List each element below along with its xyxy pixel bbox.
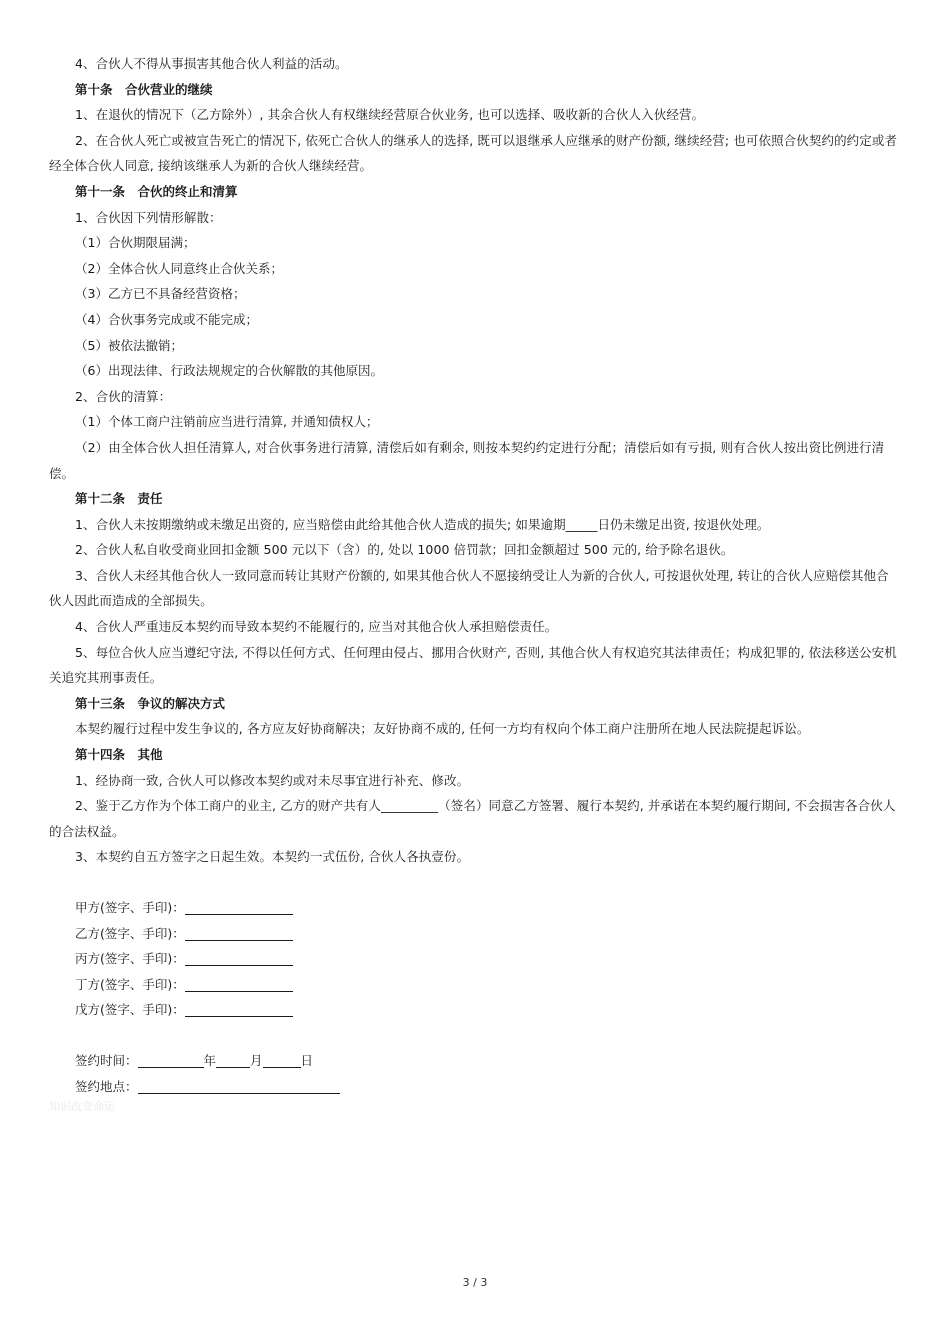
list-item: （5）被依法撤销；: [75, 337, 183, 353]
sign-place-label: 签约地点：: [75, 1078, 138, 1094]
signature-label: 丁方(签字、手印)：: [75, 976, 185, 992]
signature-line: [49, 946, 901, 972]
clause-paragraph: 1、合伙因下列情形解散：: [75, 209, 222, 225]
clause-paragraph: 1、在退伙的情况下（乙方除外）, 其余合伙人有权继续经营原合伙业务, 也可以选择、吸收新的合伙人入伙经营。: [75, 107, 705, 123]
clause-heading: 第十二条 责任: [75, 491, 163, 507]
signature-label: 甲方(签字、手印)：: [75, 900, 185, 915]
clause-paragraph: 2、鉴于乙方作为个体工商户的业主, 乙方的财产共有人_________（签名）同意乙方签署、履行本契约, 并承诺在本契约履行期间, 不会损害各合伙人的合法权益。: [49, 798, 896, 839]
month-blank[interactable]: [216, 1052, 250, 1068]
place-blank[interactable]: [138, 1078, 340, 1094]
signature-label: 戊方(签字、手印)：: [75, 1002, 185, 1018]
day-blank[interactable]: [263, 1052, 301, 1068]
signature-label: 丙方(签字、手印)：: [75, 951, 185, 967]
list-item: （3）乙方已不具备经营资格；: [75, 286, 246, 302]
list-item: （1）合伙期限届满；: [75, 235, 196, 251]
clause-heading: 第十条 合伙营业的继续: [75, 81, 213, 97]
clause-paragraph: 2、合伙人私自收受商业回扣金额 500 元以下（含）的, 处以 1000 倍罚款；回扣金额超过 500 元的, 给予除名退伙。: [75, 542, 734, 558]
year-blank[interactable]: [138, 1052, 204, 1068]
signature-line: [49, 997, 901, 1023]
clause-paragraph: 1、合伙人未按期缴纳或未缴足出资的, 应当赔偿由此给其他合伙人造成的损失; 如果逾期_____日仍未缴足出资, 按退伙处理。: [75, 516, 770, 532]
day-label: 日: [300, 1052, 314, 1068]
year-label: 年: [203, 1052, 217, 1068]
list-item: （6）出现法律、行政法规规定的合伙解散的其他原因。: [75, 363, 383, 379]
clause-paragraph: 4、合伙人不得从事损害其他合伙人利益的活动。: [75, 56, 348, 71]
list-item: （4）合伙事务完成或不能完成；: [75, 311, 258, 327]
clause-paragraph: 3、合伙人未经其他合伙人一致同意而转让其财产份额的, 如果其他合伙人不愿接纳受让人为新的合伙人, 可按退伙处理, 转让的合伙人应赔偿其他合伙人因此而造成的全部损失。: [49, 567, 889, 609]
signature-blank[interactable]: [185, 925, 293, 941]
clause-heading: 第十三条 争议的解决方式: [75, 695, 226, 711]
sign-date-label: 签约时间：: [75, 1052, 138, 1068]
clause-paragraph: 4、合伙人严重违反本契约而导致本契约不能履行的, 应当对其他合伙人承担赔偿责任。: [75, 619, 558, 635]
signature-line: [49, 972, 901, 998]
page-number: 3 / 3: [462, 1276, 488, 1289]
clause-paragraph: 2、合伙的清算：: [75, 388, 172, 404]
signature-line: [49, 921, 901, 947]
clause-paragraph: 3、本契约自五方签字之日起生效。本契约一式伍份, 合伙人各执壹份。: [75, 849, 470, 865]
watermark-text: 知识改变命运: [49, 1100, 115, 1113]
document-body: [49, 51, 901, 1099]
list-item: （1）个体工商户注销前应当进行清算, 并通知债权人；: [75, 414, 379, 430]
month-label: 月: [250, 1052, 263, 1068]
sign-place-line: [49, 1074, 901, 1100]
signature-blank[interactable]: [185, 976, 293, 992]
clause-paragraph: （2）由全体合伙人担任清算人, 对合伙事务进行清算, 清偿后如有剩余, 则按本契约约定进行分配；清偿后如有亏损, 则有合伙人按出资比例进行清偿。: [49, 439, 885, 481]
signature-blank[interactable]: [185, 950, 293, 966]
clause-paragraph: 2、在合伙人死亡或被宣告死亡的情况下, 依死亡合伙人的继承人的选择, 既可以退继承人应继承的财产份额, 继续经营; 也可依照合伙契约的约定或者经全体合伙人同意, 接纳该继承人为新的合伙人继续经营。: [49, 132, 898, 174]
signature-blank[interactable]: [185, 899, 293, 915]
clause-heading: 第十一条 合伙的终止和清算: [75, 183, 238, 199]
signature-block: [49, 895, 901, 1023]
clause-paragraph: 本契约履行过程中发生争议的, 各方应友好协商解决；友好协商不成的, 任何一方均有权向个体工商户注册所在地人民法院提起诉讼。: [75, 721, 810, 737]
clauses: [49, 51, 901, 870]
sign-date-line: [49, 1048, 901, 1074]
list-item: （2）全体合伙人同意终止合伙关系；: [75, 260, 283, 276]
clause-paragraph: 1、经协商一致, 合伙人可以修改本契约或对未尽事宜进行补充、修改。: [75, 772, 470, 788]
clause-paragraph: 5、每位合伙人应当遵纪守法, 不得以任何方式、任何理由侵占、挪用合伙财产, 否则, 其他合伙人有权追究其法律责任；构成犯罪的, 依法移送公安机关追究其刑事责任。: [49, 644, 897, 686]
clause-heading: 第十四条 其他: [75, 747, 163, 763]
signature-blank[interactable]: [185, 1001, 293, 1017]
signature-line: [49, 895, 901, 921]
signature-label: 乙方(签字、手印)：: [75, 925, 185, 941]
